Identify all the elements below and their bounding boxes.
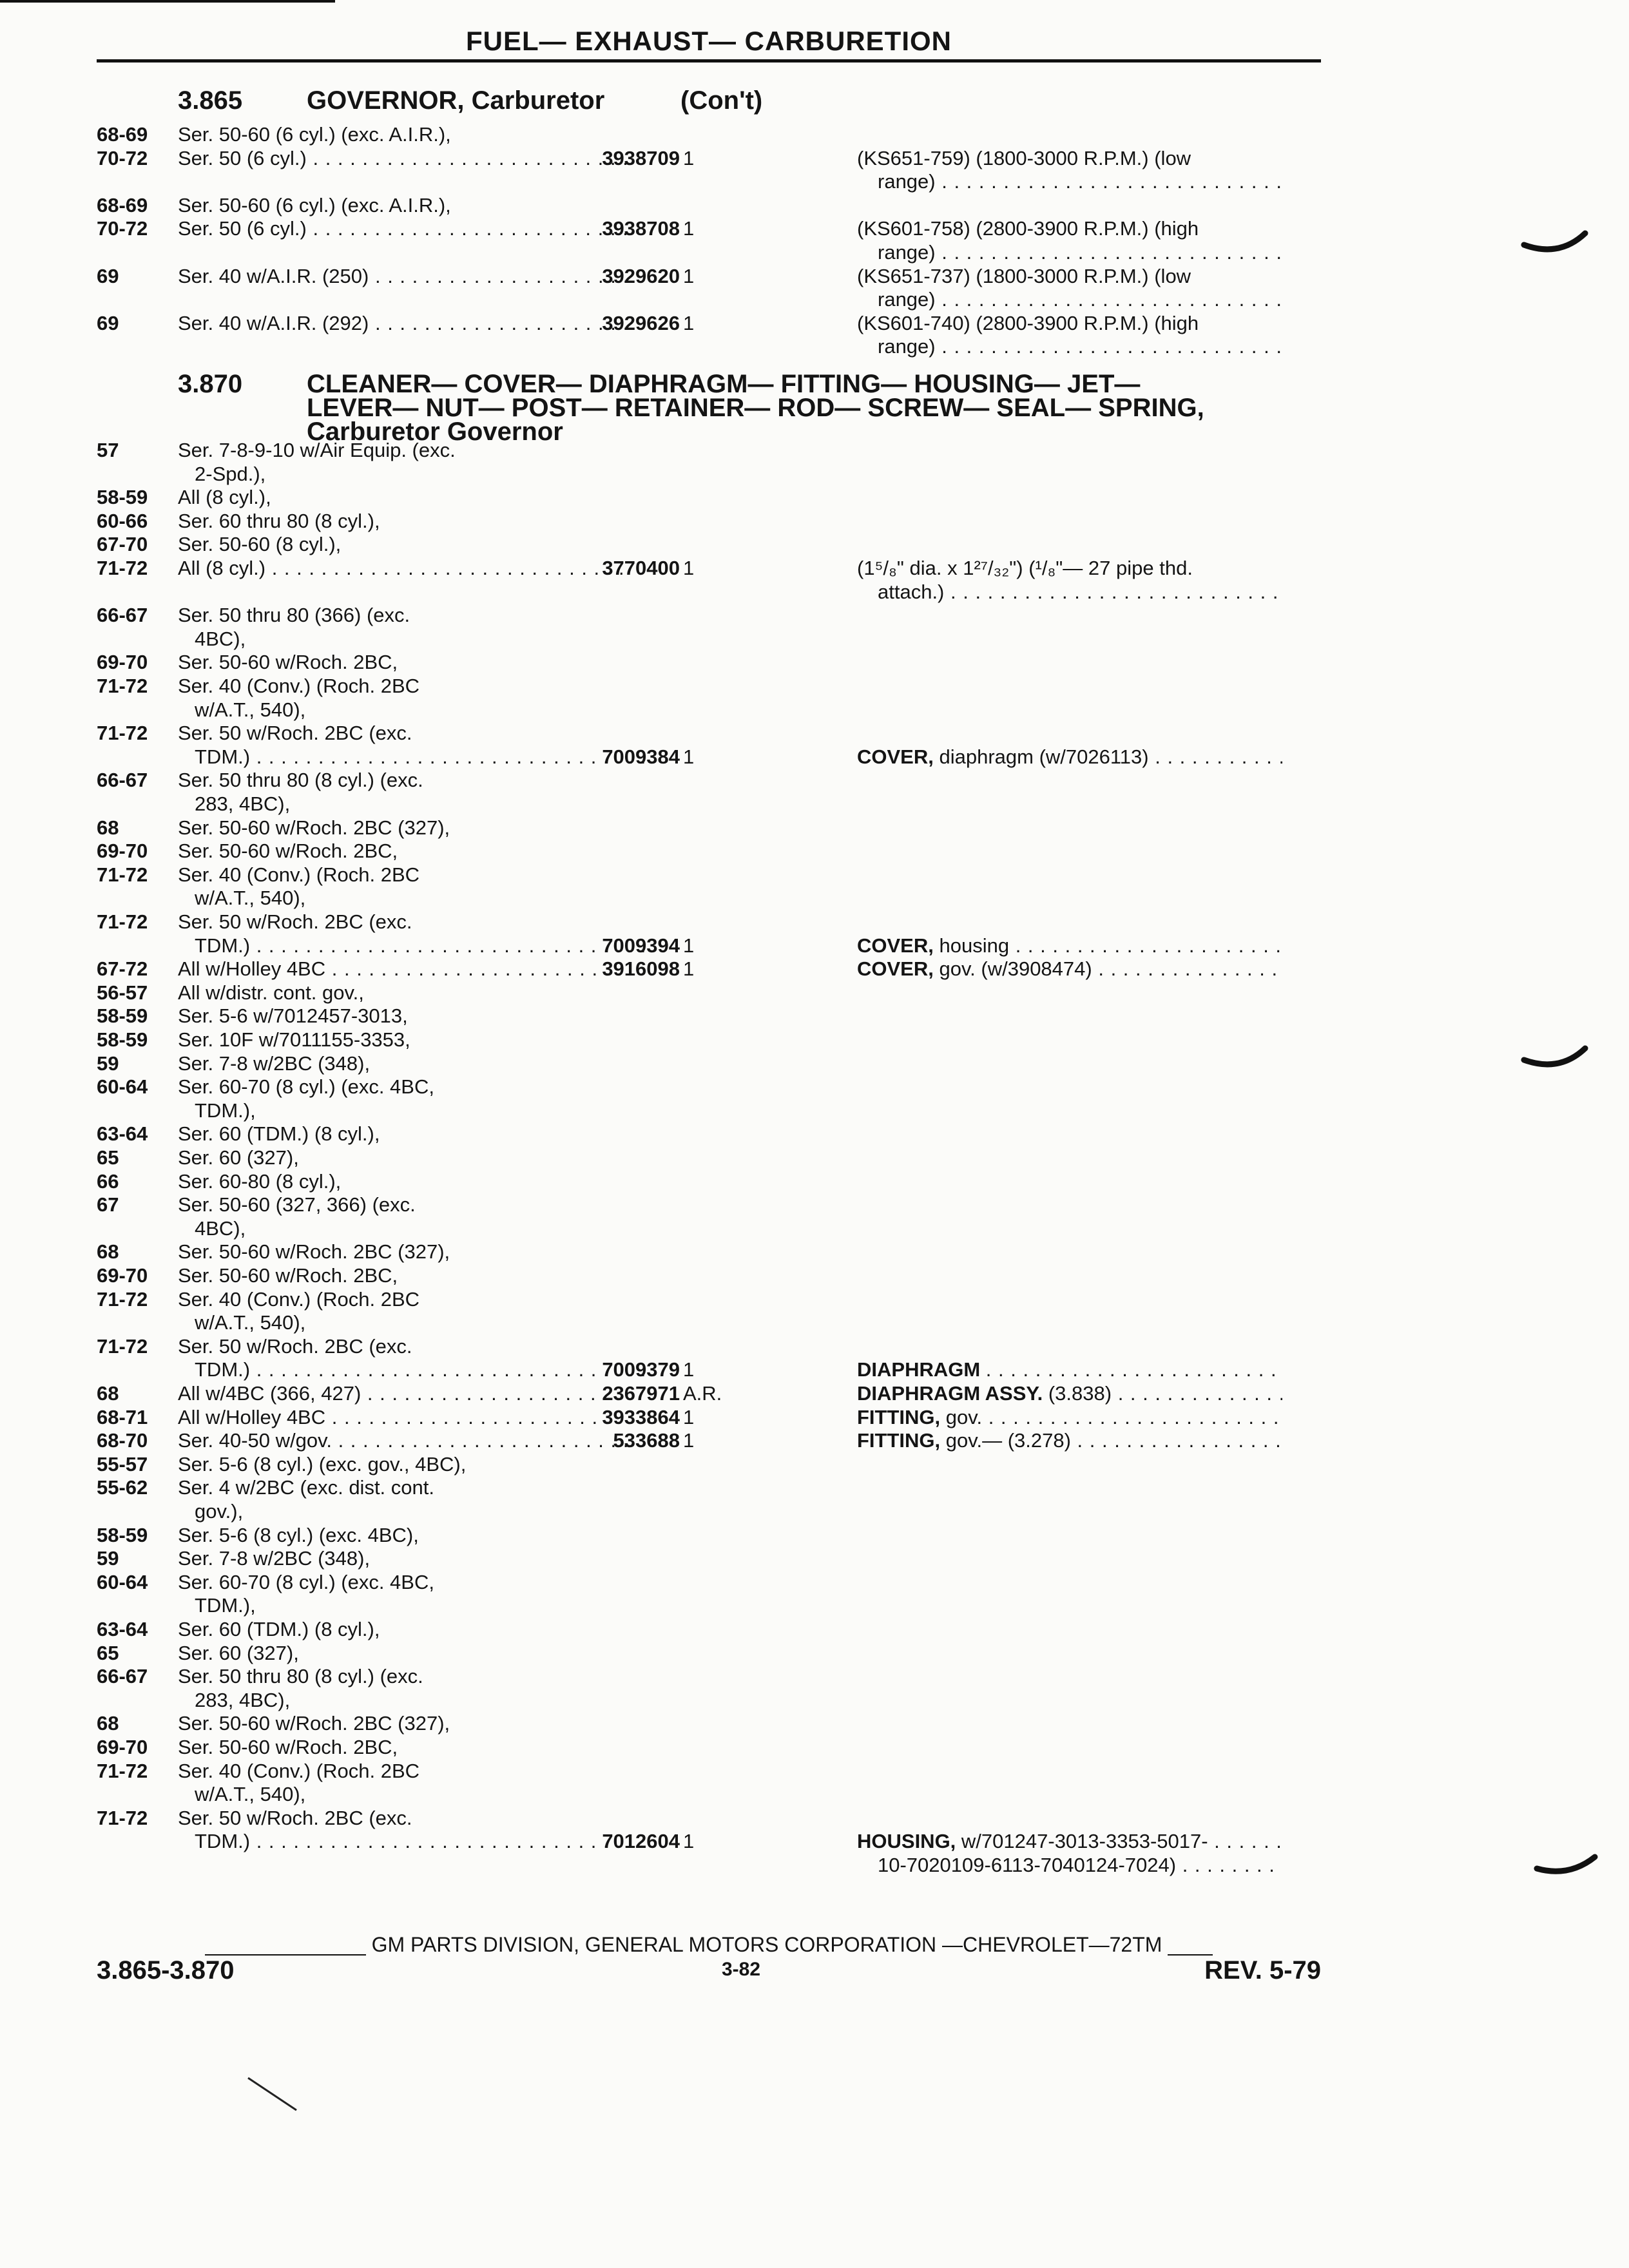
description [878,240,1282,264]
application: TDM.) . . . [195,1358,646,1381]
table-row [97,1334,1321,1358]
application: w/A.T., 540), [195,1311,306,1334]
application: Ser. 50-60 w/Roch. 2BC, [178,1264,398,1287]
footer-division-line [97,1932,1321,1957]
model-years: 69 [97,311,119,334]
table-row [97,745,1321,769]
table-row [97,556,1321,580]
model-years: 68 [97,1712,119,1735]
model-years: 70-72 [97,146,148,169]
model-years: 68-69 [97,123,148,146]
top-edge-rule [0,0,335,3]
table-row [97,216,1321,240]
table-row [97,650,1321,674]
quantity: 1 [683,217,695,240]
page-header [97,26,1321,84]
table-row [97,1028,1321,1052]
quantity: 1 [683,1429,695,1452]
stray-pen-mark [245,2075,309,2120]
description [857,1428,1282,1452]
application: 4BC), [195,627,246,650]
table-row [97,509,1321,533]
table-row [97,1311,1321,1334]
table-row [97,1240,1321,1264]
description [857,216,1282,240]
footer-page-number: 3-82 [721,1959,761,1980]
table-row [97,1193,1321,1216]
application: Ser. 40 (Conv.) (Roch. 2BC [178,863,420,886]
table-row [97,1782,1321,1806]
section-continued: (Con't) [680,86,763,115]
application: All w/Holley 4BC . . . [178,1405,629,1429]
quantity: 1 [683,146,695,169]
model-years: 68-69 [97,193,148,216]
table-row [97,1452,1321,1476]
application: Ser. 10F w/7011155-3353, [178,1028,410,1051]
table-row [97,1759,1321,1783]
part-number: 7009379 [602,1358,680,1381]
application: Ser. 40 w/A.I.R. (250) . . . [178,264,629,288]
application: Ser. 50-60 (8 cyl.), [178,533,342,556]
application: Ser. 50-60 (327, 366) (exc. [178,1193,416,1216]
table-row [97,1664,1321,1688]
model-years: 71-72 [97,557,148,579]
application: All (8 cyl.) . . . [178,556,629,580]
table-row [97,264,1321,288]
application: Ser. 50 w/Roch. 2BC (exc. [178,1334,412,1358]
table-row [97,768,1321,792]
application: All w/4BC (366, 427) . . . [178,1381,629,1405]
quantity: 1 [683,957,695,981]
table-row [97,1546,1321,1570]
description-text: (KS651-737) (1800-3000 R.P.M.) (low [857,264,1191,287]
table-row [97,193,1321,217]
table-row [97,462,1321,486]
description [878,169,1282,193]
description-text: 10-7020109-6113-7040124-7024) [878,1854,1177,1876]
part-number: 2367971 [602,1382,680,1405]
table-row [97,721,1321,745]
table-row [97,863,1321,887]
footer-revision: REV. 5-79 [1204,1956,1321,1984]
table-row [97,1711,1321,1735]
model-years: 55-57 [97,1452,148,1475]
description [878,334,1282,358]
quantity: 1 [683,557,695,579]
model-years: 69-70 [97,840,148,863]
model-years: 65 [97,1146,119,1169]
application: Ser. 4 w/2BC (exc. dist. cont. [178,1476,434,1499]
table-row [97,1122,1321,1146]
table-row [97,146,1321,170]
part-number: 3933864 [602,1405,680,1428]
description-text: (KS601-740) (2800-3900 R.P.M.) (high [857,311,1199,334]
model-years: 71-72 [97,1334,148,1358]
description-keyword: FITTING, [857,1429,941,1452]
quantity: 1 [683,1405,695,1428]
table-row [97,1688,1321,1712]
description-text: housing [939,934,1010,957]
model-years: 67-72 [97,957,148,981]
description [857,957,1282,981]
application: Ser. 60 (TDM.) (8 cyl.), [178,1618,380,1640]
model-years: 69-70 [97,1736,148,1758]
table-row [97,1428,1321,1452]
model-years: 71-72 [97,722,148,745]
table-row [97,1381,1321,1405]
model-years: 58-59 [97,486,148,509]
model-years: 58-59 [97,1523,148,1546]
model-years: 66-67 [97,769,148,792]
model-years: 68-71 [97,1405,148,1428]
application: Ser. 60-80 (8 cyl.), [178,1169,342,1193]
model-years: 69 [97,264,119,287]
application: All w/Holley 4BC . . . [178,957,629,981]
application: Ser. 40 (Conv.) (Roch. 2BC [178,675,420,697]
section-title-line: CLEANER— COVER— DIAPHRAGM— FITTING— HOUSING— JET— [307,370,1141,398]
application: Ser. 60 (327), [178,1641,299,1664]
description [857,556,1282,580]
description [857,311,1282,335]
application: Ser. 50-60 w/Roch. 2BC (327), [178,1712,450,1735]
binder-mark [1521,226,1592,264]
table-row [97,1617,1321,1641]
description-text: w/701247-3013-3353-5017- [961,1830,1208,1853]
application: w/A.T., 540), [195,1783,306,1806]
table-row [97,1146,1321,1169]
application: Ser. 50 thru 80 (8 cyl.) (exc. [178,1665,423,1688]
application: Ser. 7-8 w/2BC (348), [178,1547,371,1570]
table-row [97,1052,1321,1075]
application: Ser. 40 (Conv.) (Roch. 2BC [178,1287,420,1311]
quantity: 1 [683,311,695,334]
application: w/A.T., 540), [195,887,306,910]
model-years: 71-72 [97,1806,148,1829]
table-row [97,698,1321,722]
model-years: 68 [97,816,119,839]
model-years: 60-64 [97,1075,148,1099]
table-row [97,957,1321,981]
description-keyword: FITTING, [857,1405,941,1428]
application: Ser. 50-60 w/Roch. 2BC (327), [178,816,450,839]
application: Ser. 50 (6 cyl.) . . . [178,146,629,170]
table-row [97,1264,1321,1287]
table-row [97,1475,1321,1499]
model-years: 68 [97,1240,119,1264]
application: 283, 4BC), [195,793,291,815]
table-row [97,603,1321,627]
model-years: 65 [97,1641,119,1664]
application: Ser. 50 (6 cyl.) . . . [178,216,629,240]
application: Ser. 7-8 w/2BC (348), [178,1052,371,1075]
application: Ser. 50-60 w/Roch. 2BC (327), [178,1240,450,1264]
part-number: 533688 [613,1429,680,1452]
description-keyword: DIAPHRAGM [857,1358,981,1381]
section-title-line: Carburetor Governor [307,418,563,446]
description-text: diaphragm (w/7026113) [939,745,1149,768]
part-number: 7012604 [602,1830,680,1853]
application: Ser. 50-60 (6 cyl.) (exc. A.I.R.), [178,193,451,216]
model-years: 67 [97,1193,119,1216]
application: Ser. 5-6 w/7012457-3013, [178,1004,408,1028]
description-text: (KS651-759) (1800-3000 R.P.M.) (low [857,146,1191,169]
application: Ser. 60 thru 80 (8 cyl.), [178,509,380,532]
application: Ser. 60-70 (8 cyl.) (exc. 4BC, [178,1075,434,1099]
application: TDM.), [195,1099,256,1122]
description-keyword: HOUSING, [857,1830,956,1853]
table-row [97,1075,1321,1099]
model-years: 70-72 [97,217,148,240]
application: Ser. 50 thru 80 (366) (exc. [178,604,410,627]
table-row [97,1287,1321,1311]
application: Ser. 50-60 w/Roch. 2BC, [178,1736,398,1758]
table-row [97,792,1321,816]
table-row [97,1570,1321,1594]
description-text: range) [878,241,936,264]
table-row [97,1853,1321,1877]
model-years: 60-66 [97,509,148,532]
model-years: 63-64 [97,1122,148,1146]
table-row [97,1004,1321,1028]
application: Ser. 40 w/A.I.R. (292) . . . [178,311,629,335]
application: Ser. 50-60 w/Roch. 2BC, [178,840,398,863]
application: Ser. 50 w/Roch. 2BC (exc. [178,722,412,745]
section-number: 3.865 [178,86,243,115]
quantity: 1 [683,745,695,768]
model-years: 69-70 [97,1264,148,1287]
application: 4BC), [195,1216,246,1240]
model-years: 71-72 [97,1287,148,1311]
table-row [97,485,1321,509]
table-row [97,910,1321,934]
description [878,287,1282,311]
footer-section-range: 3.865-3.870 [97,1956,235,1984]
quantity: 1 [683,1830,695,1853]
description-text: (1⁵/₈" dia. x 1²⁷/₃₂") (¹/₈"— 27 pipe thd. [857,557,1193,579]
description-text: gov. [945,1405,983,1428]
model-years: 71-72 [97,910,148,933]
description-keyword: COVER, [857,934,934,957]
table-row [97,816,1321,840]
footer-rule-left [205,1937,366,1956]
quantity: 1 [683,1358,695,1381]
application: Ser. 60-70 (8 cyl.) (exc. 4BC, [178,1570,434,1593]
application: TDM.) . . . [195,745,646,769]
application: Ser. 50 thru 80 (8 cyl.) (exc. [178,769,423,792]
section-number: 3.870 [178,370,243,398]
application: Ser. 40-50 w/gov. . . . [178,1428,629,1452]
model-years: 71-72 [97,675,148,697]
application: Ser. 50 w/Roch. 2BC (exc. [178,910,412,933]
application: Ser. 50-60 (6 cyl.) (exc. A.I.R.), [178,123,451,146]
part-number: 7009394 [602,934,680,957]
page-title: FUEL— EXHAUST— CARBURETION [465,26,952,56]
application: TDM.) . . . [195,1829,646,1853]
table-row [97,334,1321,358]
table-row [97,1829,1321,1853]
table-row [97,886,1321,910]
description [857,745,1282,769]
model-years: 59 [97,1052,119,1075]
description [857,1829,1282,1853]
description [857,1358,1282,1381]
application: gov.), [195,1500,244,1523]
application: 2-Spd.), [195,462,266,485]
description-text: range) [878,288,936,311]
description-keyword: COVER, [857,745,934,768]
table-row [97,1405,1321,1429]
table-row [97,532,1321,556]
application: Ser. 50 w/Roch. 2BC (exc. [178,1806,412,1829]
table-row [97,580,1321,604]
table-row [97,839,1321,863]
model-years: 60-64 [97,1570,148,1593]
model-years: 58-59 [97,1004,148,1028]
description [857,146,1282,170]
table-row [97,934,1321,957]
model-years: 66 [97,1169,119,1193]
model-years: 68 [97,1382,119,1405]
description [857,934,1282,957]
model-years: 55-62 [97,1476,148,1499]
model-years: 66-67 [97,1665,148,1688]
part-number: 3770400 [602,557,680,579]
binder-mark [1521,1041,1592,1079]
model-years: 58-59 [97,1028,148,1051]
binder-mark [1534,1849,1605,1888]
table-row [97,1523,1321,1547]
application: 283, 4BC), [195,1688,291,1711]
table-row [97,627,1321,651]
description [878,1853,1282,1877]
model-years: 57 [97,439,119,461]
model-years: 69-70 [97,651,148,674]
table-row [97,438,1321,462]
model-years: 59 [97,1547,119,1570]
description-text: attach.) [878,580,945,603]
part-number: 3916098 [602,957,680,981]
model-years: 67-70 [97,533,148,556]
part-number: 3938709 [602,146,680,169]
description [878,580,1282,604]
description-keyword: COVER, [857,957,934,981]
table-row [97,981,1321,1004]
table-row [97,1641,1321,1665]
application: Ser. 7-8-9-10 w/Air Equip. (exc. [178,439,456,461]
description-text: gov. (w/3908474) [939,957,1092,981]
description [857,1405,1282,1429]
footer-division: GM PARTS DIVISION, GENERAL MOTORS CORPORATION —CHEVROLET—72TM [371,1933,1162,1956]
table-row [97,1735,1321,1759]
description-text: gov.— (3.278) [945,1429,1071,1452]
application: All w/distr. cont. gov., [178,981,364,1004]
application: Ser. 60 (327), [178,1146,299,1169]
application: TDM.), [195,1594,256,1617]
application: Ser. 5-6 (8 cyl.) (exc. 4BC), [178,1523,419,1546]
description-text: range) [878,335,936,358]
model-years: 56-57 [97,981,148,1004]
table-row [97,1169,1321,1193]
table-row [97,1593,1321,1617]
part-number: 7009384 [602,745,680,768]
part-number: 3929626 [602,311,680,334]
table-row [97,1099,1321,1122]
model-years: 66-67 [97,604,148,627]
application: w/A.T., 540), [195,698,306,721]
description-text: (3.838) [1048,1382,1112,1405]
application: Ser. 60 (TDM.) (8 cyl.), [178,1122,380,1146]
table-row [97,240,1321,264]
description [857,1381,1282,1405]
application: Ser. 5-6 (8 cyl.) (exc. gov., 4BC), [178,1452,467,1475]
application: Ser. 50-60 w/Roch. 2BC, [178,651,398,674]
application: Ser. 40 (Conv.) (Roch. 2BC [178,1759,420,1782]
model-years: 63-64 [97,1618,148,1640]
quantity: 1 [683,934,695,957]
table-row [97,122,1321,146]
table-row [97,1806,1321,1830]
footer-rule-right [1168,1937,1213,1956]
description-keyword: DIAPHRAGM ASSY. [857,1382,1043,1405]
model-years: 71-72 [97,1759,148,1782]
table-row [97,1499,1321,1523]
model-years: 68-70 [97,1429,148,1452]
table-row [97,287,1321,311]
section-title: GOVERNOR, Carburetor [307,86,605,115]
description [857,264,1282,288]
quantity: 1 [683,264,695,287]
application: TDM.) . . . [195,934,646,957]
table-row [97,674,1321,698]
table-row [97,1216,1321,1240]
description-text: range) [878,170,936,193]
part-number: 3929620 [602,264,680,287]
section-title-line: LEVER— NUT— POST— RETAINER— ROD— SCREW— SEAL— SPRING, [307,394,1204,422]
table-row [97,311,1321,335]
part-number: 3938708 [602,217,680,240]
table-row [97,169,1321,193]
table-row [97,1358,1321,1381]
quantity: A.R. [683,1382,722,1405]
description-text: (KS601-758) (2800-3900 R.P.M.) (high [857,217,1199,240]
application: All (8 cyl.), [178,486,271,509]
model-years: 71-72 [97,863,148,886]
